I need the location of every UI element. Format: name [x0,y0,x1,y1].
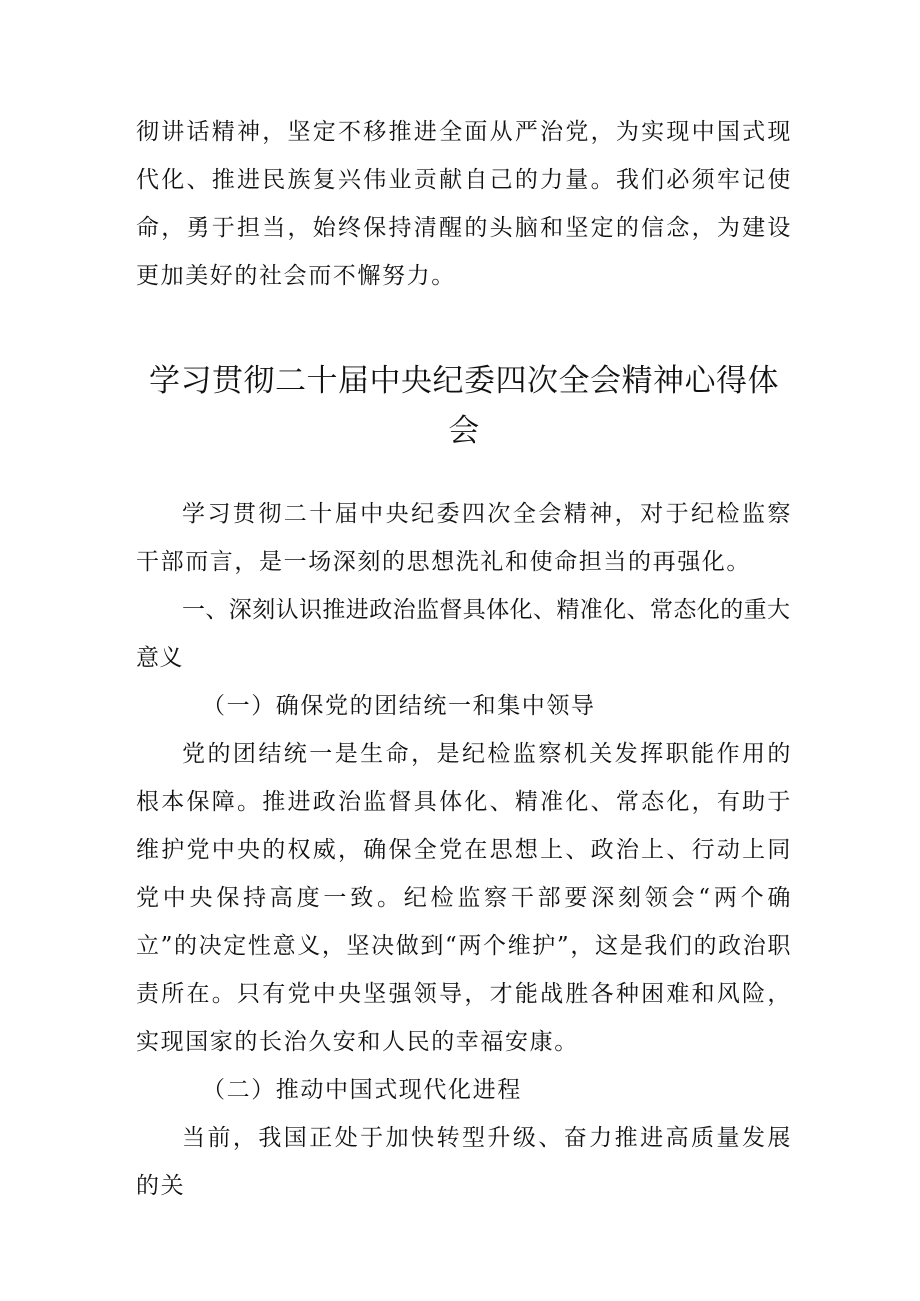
intro-paragraph: 学习贯彻二十届中央纪委四次全会精神，对于纪检监察干部而言，是一场深刻的思想洗礼和使命担当的再强化。 [136,501,792,575]
document-title: 学习贯彻二十届中央纪委四次全会精神心得体会 [149,363,779,449]
subsection-paragraph-1: 党的团结统一是生命，是纪检监察机关发挥职能作用的根本保障。推进政治监督具体化、精准化、常态化，有助于维护党中央的权威，确保全党在思想上、政治上、行动上同党中央保持高度一致。纪检监察干部要深刻领会“两个确立”的决定性意义，坚决做到“两个维护”，这是我们的政治职责所在。只有党中央坚强领导，才能战胜各种困难和风险，实现国家的长治久安和人民的幸福安康。 [136,741,792,1055]
subsection-heading-2: （二）推动中国式现代化进程 [202,1077,522,1103]
continuation-paragraph: 彻讲话精神，坚定不移推进全面从严治党，为实现中国式现代化、推进民族复兴伟业贡献自己的力量。我们必须牢记使命，勇于担当，始终保持清醒的头脑和坚定的信念，为建设更加美好的社会而不懈努力。 [136,119,792,289]
subsection-heading-1: （一）确保党的团结统一和集中领导 [202,693,596,719]
subsection-paragraph-2: 当前，我国正处于加快转型升级、奋力推进高质量发展的关 [136,1125,792,1199]
section-heading-1: 一、深刻认识推进政治监督具体化、精准化、常态化的重大意义 [136,597,791,671]
document-body [136,490,792,1210]
